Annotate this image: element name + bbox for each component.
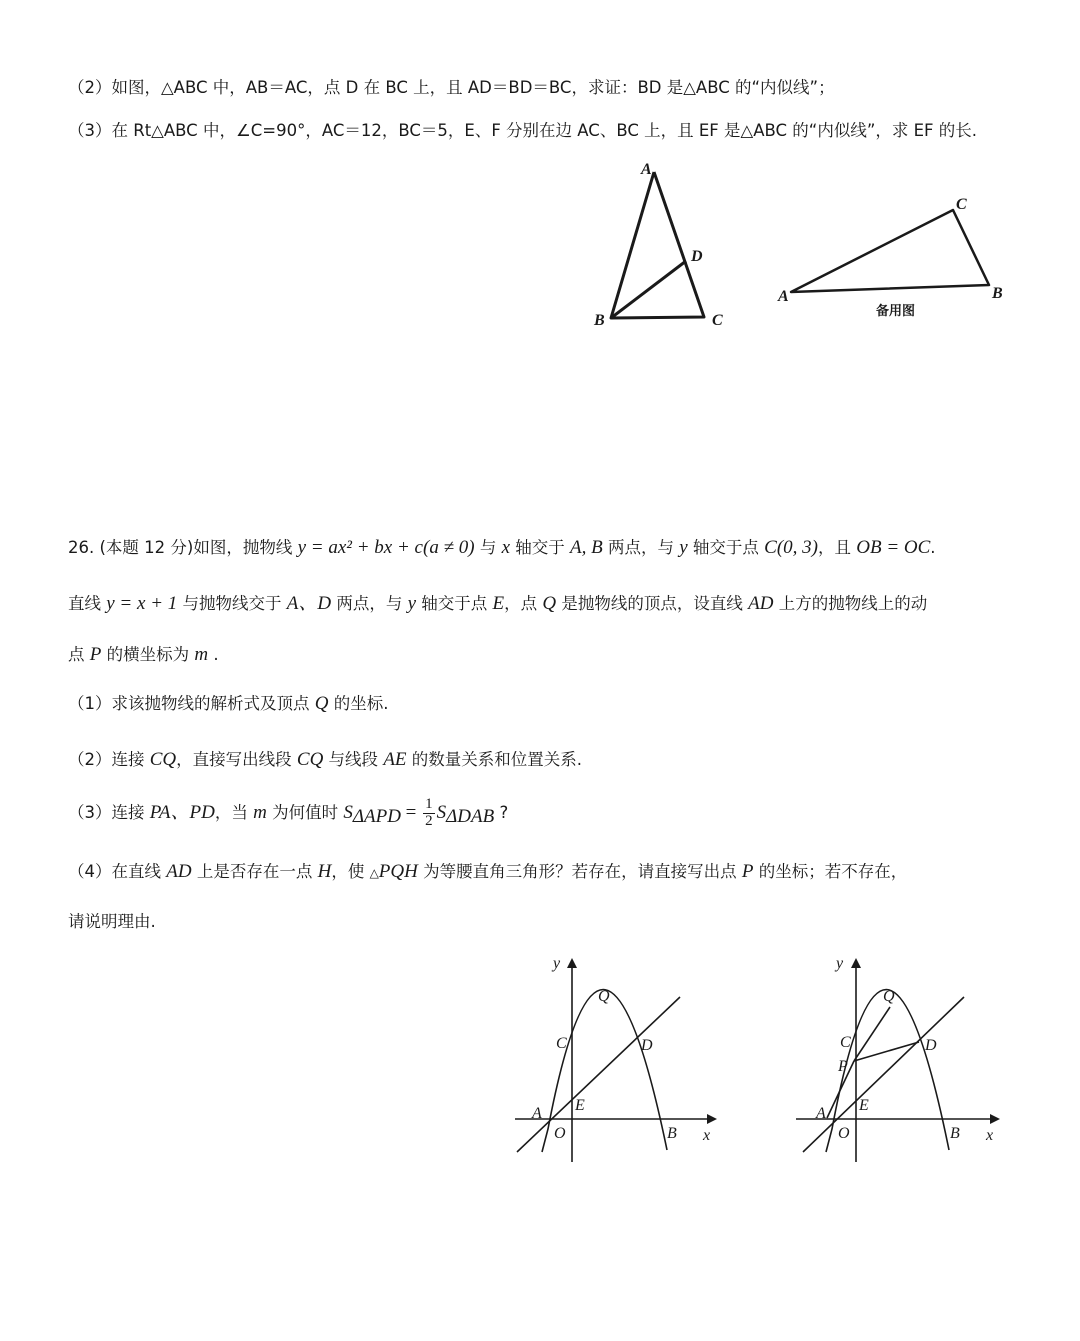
q26-part2 (68, 749, 582, 772)
q26-part4 (68, 861, 907, 884)
text: （3）连接 (68, 802, 150, 822)
text: ? (494, 802, 509, 822)
triangle-abc (611, 172, 704, 318)
y-axis-arrow (851, 958, 861, 968)
fraction-numerator: 1 (425, 796, 433, 812)
text: 是抛物线的顶点，设直线 (556, 594, 749, 613)
point-p: P (89, 644, 102, 665)
text: 点 (68, 645, 90, 664)
text: 与线段 (323, 750, 384, 769)
text: （1）求该抛物线的解析式及顶点 (68, 694, 315, 713)
fraction-denominator: 2 (425, 812, 433, 829)
triangle-figure (590, 160, 730, 330)
var-y: y (679, 537, 688, 558)
line-ad: AD (166, 861, 192, 882)
point-e: E (492, 593, 505, 614)
label-a: A (816, 1105, 826, 1122)
label-a: A (532, 1105, 542, 1122)
text: 轴交于点 (687, 538, 765, 557)
text: 两点，与 (602, 538, 680, 557)
q26-part1 (68, 693, 388, 716)
segments-pa-pd: PA、PD (149, 801, 215, 823)
label-p: P (838, 1058, 848, 1075)
point-c: C(0, 3) (764, 537, 818, 558)
line-ad (517, 997, 680, 1152)
q26-part4-cont: 请说明理由. (68, 912, 156, 931)
label-o: O (554, 1125, 566, 1142)
text: ，使 (331, 862, 370, 881)
segment-bd (611, 261, 686, 318)
point-h: H (317, 861, 332, 882)
area-subscript: ΔAPD (352, 806, 401, 828)
ob-eq-oc: OB = OC (856, 537, 931, 558)
label-y: y (836, 955, 844, 972)
label-y: y (553, 955, 561, 972)
var-x: x (501, 537, 511, 558)
equals-sign: = (400, 801, 422, 823)
q26-line1 (68, 537, 936, 560)
x-axis-arrow (707, 1114, 717, 1124)
text: 与抛物线交于 (177, 594, 287, 613)
segment-cq: CQ (149, 749, 177, 770)
var-m: m (253, 801, 267, 823)
label-a: A (778, 288, 789, 305)
var-y: y (407, 593, 417, 614)
label-c: C (840, 1034, 851, 1051)
point-q: Q (314, 693, 329, 714)
segment-pq (854, 1007, 890, 1061)
label-e: E (859, 1097, 869, 1114)
line-equation: y = x + 1 (106, 593, 178, 614)
label-c: C (712, 312, 723, 329)
text: 为何值时 (266, 802, 344, 822)
text: 上方的抛物线上的动 (773, 594, 928, 613)
label-b: B (950, 1125, 960, 1142)
label-b: B (594, 312, 605, 329)
label-d: D (641, 1037, 653, 1054)
triangle-pqh: PQH (378, 861, 418, 882)
text: ，直接写出线段 (176, 750, 297, 769)
q26-line3 (68, 644, 219, 667)
label-q: Q (883, 988, 895, 1005)
text: 与 (474, 538, 502, 557)
y-axis-arrow (567, 958, 577, 968)
triangle-symbol: △ (369, 866, 379, 880)
text: ，点 (504, 594, 543, 613)
label-c: C (556, 1035, 567, 1052)
point-p: P (741, 861, 754, 882)
line-ad: AD (748, 593, 774, 614)
q25-part2: （2）如图，△ABC 中，AB＝AC，点 D 在 BC 上，且 AD＝BD＝BC，求证：BD 是△ABC 的“内似线”； (68, 78, 835, 97)
label-x: x (986, 1127, 994, 1144)
parabola-figure-2 (792, 950, 1022, 1170)
text: 的坐标. (328, 694, 389, 713)
label-c: C (956, 196, 967, 213)
parabola-figure-1 (505, 950, 735, 1170)
label-e: E (575, 1097, 585, 1114)
var-m: m (194, 644, 209, 665)
label-b: B (667, 1125, 677, 1142)
segment-ae: AE (383, 749, 407, 770)
label-q: Q (598, 988, 610, 1005)
text: （4）在直线 (68, 862, 167, 881)
label-b: B (992, 285, 1003, 302)
area-subscript: ΔDAB (446, 806, 495, 828)
text: 的坐标；若不存在， (753, 862, 908, 881)
text: 的数量关系和位置关系. (406, 750, 583, 769)
text: 轴交于点 (416, 594, 493, 613)
label-d: D (691, 248, 703, 265)
points-ad: A、D (286, 593, 332, 614)
text: ，当 (214, 802, 254, 822)
x-axis-arrow (990, 1114, 1000, 1124)
triangle-abc-backup (791, 210, 989, 292)
backup-triangle-figure (770, 190, 1010, 325)
backup-caption: 备用图 (876, 304, 916, 319)
text: （2）连接 (68, 750, 150, 769)
line-ad (803, 997, 964, 1152)
area-s: S (343, 801, 353, 823)
text: 26. (本题 12 分)如图，抛物线 (68, 538, 298, 557)
parabola-equation: y = ax² + bx + c(a ≠ 0) (297, 537, 475, 558)
text: . (208, 645, 219, 664)
q26-part3 (68, 797, 508, 830)
q26-line2 (68, 593, 927, 616)
text: . (930, 538, 936, 557)
text: 轴交于 (510, 538, 571, 557)
points-ab: A, B (570, 537, 603, 558)
label-d: D (925, 1037, 937, 1054)
text: 的横坐标为 (101, 645, 195, 664)
q25-part3: （3）在 Rt△ABC 中，∠C=90°，AC＝12，BC＝5，E、F 分别在边 AC、BC 上，且 EF 是△ABC 的“内似线”，求 EF 的长. (68, 121, 978, 140)
segment-cq: CQ (296, 749, 324, 770)
text: 上是否存在一点 (191, 862, 318, 881)
area-s: S (436, 801, 447, 823)
label-x: x (703, 1127, 711, 1144)
segment-pd (854, 1042, 919, 1061)
fraction-half (423, 797, 435, 830)
text: ，且 (818, 538, 857, 557)
label-a: A (641, 161, 652, 178)
point-q: Q (542, 593, 557, 614)
text: 直线 (68, 594, 107, 613)
text: 为等腰直角三角形？若存在，请直接写出点 (417, 862, 742, 881)
text: 两点，与 (331, 594, 408, 613)
label-o: O (838, 1125, 850, 1142)
